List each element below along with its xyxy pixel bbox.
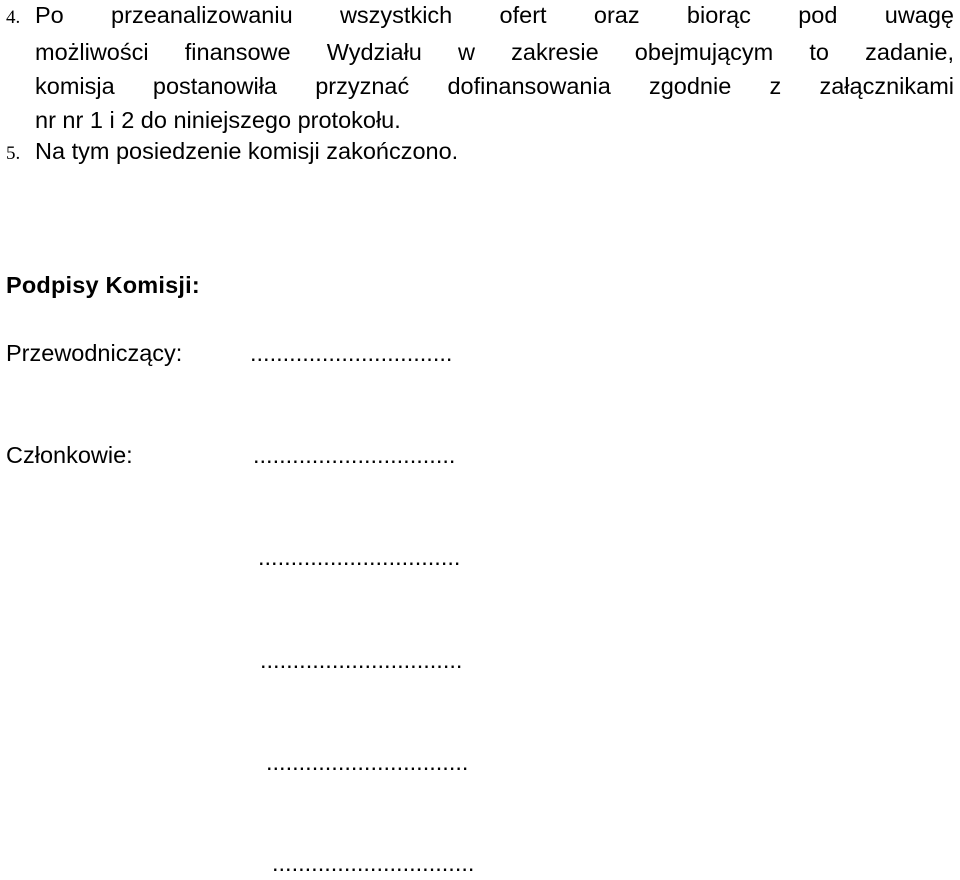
item-5-paragraph [6,134,954,171]
item-4-text-line: komisja postanowiła przyznać dofinansowania zgodnie z załącznikami [35,73,954,99]
member-signature-line: ............................... [253,442,456,468]
chair-signature-line: ............................... [250,340,453,366]
item-4-text-line: nr nr 1 i 2 do niniejszego protokołu. [35,107,401,133]
signatures-heading: Podpisy Komisji: [6,272,200,298]
item-4-text-line: możliwości finansowe Wydziału w zakresie obejmującym to zadanie, [35,39,954,65]
item-4-line-1 [6,0,954,35]
item-4-number: 4. [6,7,21,28]
member-signature-line: ............................... [272,850,475,876]
member-signature-line: ............................... [266,749,469,775]
item-5-line [6,134,954,171]
item-4-text-line: Po przeanalizowaniu wszystkich ofert oraz biorąc pod uwagę [35,2,954,28]
item-5-number: 5. [6,143,21,164]
item-4-paragraph [6,0,954,137]
item-5-text: Na tym posiedzenie komisji zakończono. [35,138,459,164]
members-label: Członkowie: [6,442,133,468]
chair-label: Przewodniczący: [6,340,183,366]
member-signature-line: ............................... [260,647,463,673]
member-signature-line: ............................... [258,544,461,570]
